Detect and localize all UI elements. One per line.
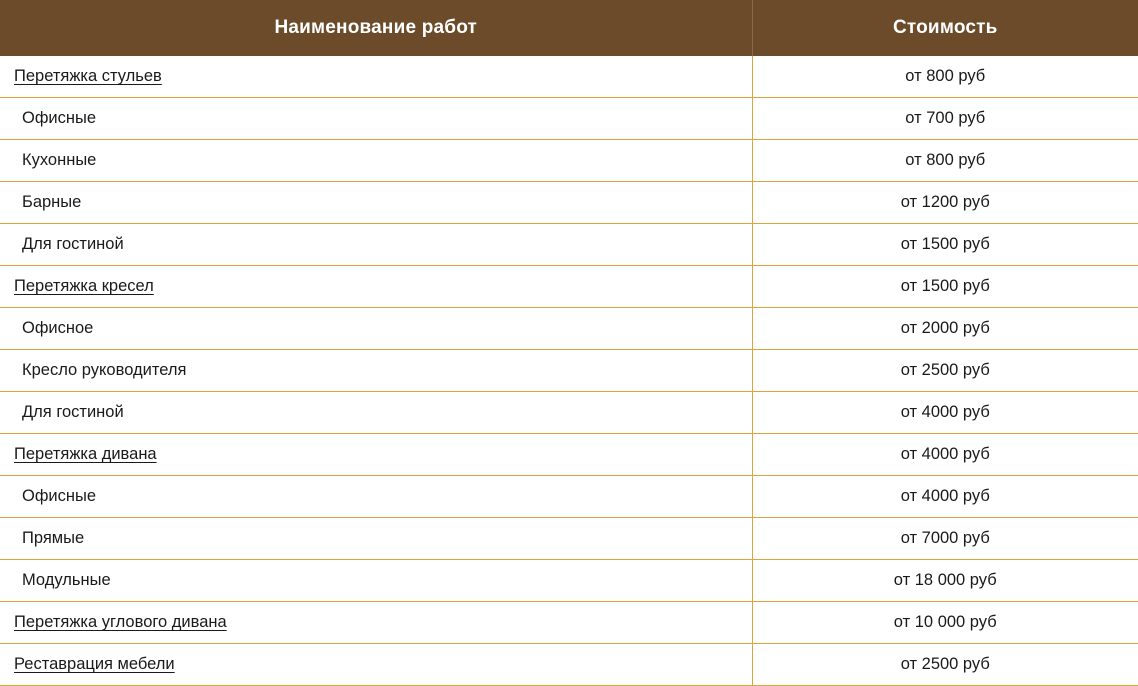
cell-price: от 1500 руб	[752, 224, 1138, 266]
table-row	[0, 350, 1138, 392]
work-name-label: Кресло руководителя	[22, 361, 187, 379]
column-header-name: Наименование работ	[0, 0, 752, 56]
cell-work-name	[0, 560, 752, 602]
cell-price: от 2000 руб	[752, 308, 1138, 350]
cell-price: от 7000 руб	[752, 518, 1138, 560]
table-row	[0, 644, 1138, 686]
cell-price: от 10 000 руб	[752, 602, 1138, 644]
work-name-link[interactable]: Реставрация мебели	[14, 655, 175, 673]
cell-work-name	[0, 224, 752, 266]
cell-price: от 1500 руб	[752, 266, 1138, 308]
table-row	[0, 560, 1138, 602]
cell-work-name	[0, 140, 752, 182]
work-name-label: Офисные	[22, 109, 97, 127]
cell-work-name	[0, 56, 752, 98]
cell-price: от 800 руб	[752, 140, 1138, 182]
cell-work-name	[0, 266, 752, 308]
table-row	[0, 602, 1138, 644]
table-row	[0, 224, 1138, 266]
work-name-link[interactable]: Перетяжка дивана	[14, 445, 157, 463]
cell-work-name	[0, 518, 752, 560]
work-name-label: Офисные	[22, 487, 97, 505]
work-name-link[interactable]: Перетяжка стульев	[14, 67, 162, 85]
cell-work-name	[0, 182, 752, 224]
cell-price: от 4000 руб	[752, 434, 1138, 476]
cell-price: от 700 руб	[752, 98, 1138, 140]
table-row	[0, 308, 1138, 350]
table-row	[0, 434, 1138, 476]
cell-work-name	[0, 476, 752, 518]
cell-work-name	[0, 644, 752, 686]
cell-work-name	[0, 98, 752, 140]
cell-work-name	[0, 602, 752, 644]
cell-work-name	[0, 350, 752, 392]
work-name-link[interactable]: Перетяжка углового дивана	[14, 613, 227, 631]
cell-price: от 4000 руб	[752, 476, 1138, 518]
work-name-link[interactable]: Перетяжка кресел	[14, 277, 154, 295]
cell-work-name	[0, 434, 752, 476]
work-name-label: Для гостиной	[22, 403, 124, 421]
table-row	[0, 518, 1138, 560]
table-row	[0, 476, 1138, 518]
table-row	[0, 182, 1138, 224]
table-header	[0, 0, 1138, 56]
work-name-label: Офисное	[22, 319, 94, 337]
table-row	[0, 56, 1138, 98]
table-row	[0, 98, 1138, 140]
table-header-row	[0, 0, 1138, 56]
table-row	[0, 266, 1138, 308]
table-row	[0, 140, 1138, 182]
cell-price: от 1200 руб	[752, 182, 1138, 224]
table-row	[0, 392, 1138, 434]
cell-work-name	[0, 308, 752, 350]
work-name-label: Прямые	[22, 529, 85, 547]
work-name-label: Барные	[22, 193, 82, 211]
cell-price: от 800 руб	[752, 56, 1138, 98]
work-name-label: Для гостиной	[22, 235, 124, 253]
cell-price: от 2500 руб	[752, 644, 1138, 686]
cell-price: от 4000 руб	[752, 392, 1138, 434]
cell-price: от 2500 руб	[752, 350, 1138, 392]
cell-price: от 18 000 руб	[752, 560, 1138, 602]
column-header-price: Стоимость	[752, 0, 1138, 56]
cell-work-name	[0, 392, 752, 434]
work-name-label: Модульные	[22, 571, 111, 589]
work-name-label: Кухонные	[22, 151, 97, 169]
table-body	[0, 56, 1138, 686]
